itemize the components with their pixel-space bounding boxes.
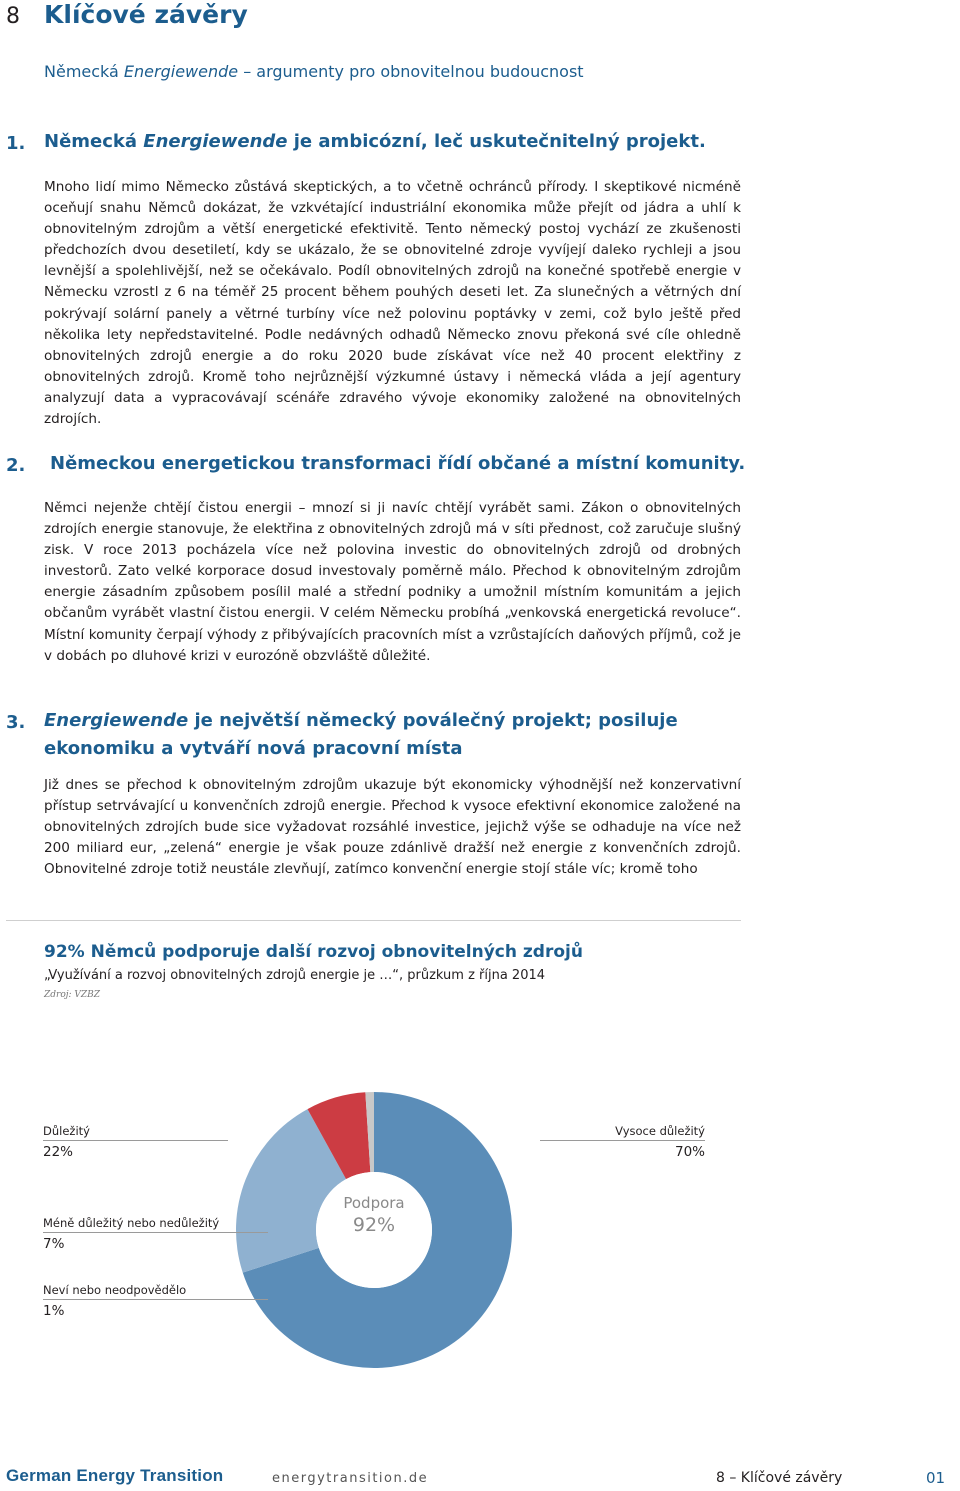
brand-logo: German Energy Transition: [6, 1466, 224, 1485]
subtitle-post: – argumenty pro obnovitelnou budoucnost: [238, 62, 584, 81]
footer-sheet-number: 01: [926, 1469, 946, 1487]
section-2-heading: Německou energetickou transformaci řídí občané a místní komunity.: [50, 453, 746, 474]
page-title: Klíčové závěry: [44, 0, 248, 29]
label-mene-dulezity: [43, 1216, 273, 1252]
slice-label: Méně důležitý nebo nedůležitý: [43, 1216, 268, 1233]
label-nevi: [43, 1283, 273, 1319]
chart-subtitle: „Využívání a rozvoj obnovitelných zdrojů energie je …“, průzkum z října 2014: [44, 968, 546, 983]
slice-value: 70%: [674, 1144, 705, 1160]
footer-url[interactable]: energytransition.de: [272, 1471, 429, 1486]
slice-label: Důležitý: [43, 1124, 228, 1141]
center-label-value: 92%: [352, 1214, 396, 1236]
section-3-number: 3.: [6, 712, 26, 733]
page-number: 8: [6, 4, 20, 29]
section-2-body: Němci nejenže chtějí čistou energii – mnozí si ji navíc chtějí vyrábět sami. Zákon o obnovitelných zdrojích energie stanovuje, že elektřina z obnovitelných zdrojů má v síti přednost, což zaručuje slušný zisk. V roce 2013 pocházela více než polovina investic do obnovitelných zdrojů od drobných investorů. Zato velké korporace dosud investovaly poměrně málo. Přechod k obnovitelným zdrojům energie zásadním způsobem posílil malé a střední podniky a umožnil místním komunitám a jejich občanům vyrábět vlastní čistou energii. V celém Německu probíhá „venkovská energetická revoluce“. Místní komunity čerpají výhody z přibývajících pracovních míst a vzrůstajících daňových příjmů, což je v dobách po dluhové krizi v eurozóně obzvláště důležité.: [44, 500, 741, 664]
section-2-number: 2.: [6, 455, 26, 476]
section-3-body: Již dnes se přechod k obnovitelným zdrojům ukazuje být ekonomicky výhodnější než konzervativní přístup setrvávající u konvenčních zdrojů energie. Přechod k vysoce efektivní ekonomice založené na obnovitelných zdrojích bude sice vyžadovat rozsáhlé investice, jejichž výše se odhaduje na více než 200 miliard eur, „zelená“ energie je však pouze zdánlivě dražší než energie z konvenčních zdrojů. Obnovitelné zdroje totiž neustále zlevňují, zatímco konvenční energie stojí stále víc; kromě toho: [44, 777, 741, 878]
section-3-heading: Energiewende je největší německý poválečný projekt; posiluje ekonomiku a vytváří nová pracovní místa: [44, 710, 678, 759]
slice-value: 22%: [43, 1144, 74, 1160]
section-1-heading: Německá Energiewende je ambicózní, leč uskutečnitelný projekt.: [44, 131, 706, 152]
section-1-body: Mnoho lidí mimo Německo zůstává skeptických, a to včetně ochránců přírody. I skeptikové nicméně oceňují snahu Němců dokázat, že vzkvétající industriální ekonomika může přejít od jádra a uhlí k obnovitelným zdrojům a větší energetické efektivitě. Tento německý postoj vychází ze zkušenosti předchozích dvou desetiletí, kdy se ukázalo, že se obnovitelné zdroje vyvíjejí daleko rychleji a jsou levnější a spolehlivější, než se očekávalo. Podíl obnovitelných zdrojů na konečné spotřebě energie v Německu vzrostl z 6 na téměř 25 procent během pouhých deseti let. Za slunečných a větrných dní pokrývají solární panely a větrné turbíny více než polovinu poptávky v zemi, což bylo ještě před několika lety nepředstavitelné. Podle nedávných odhadů Německo znovu překoná své cíle ohledně obnovitelných zdrojů energie a do roku 2020 bude získávat více než 40 procent elektřiny z obnovitelných zdrojů. Kromě toho nejrůznější výzkumné ústavy i německá vláda a její agentury analyzují data a vypracovávají scénáře zdravého vývoje ekonomiky založené na obnovitelných zdrojích.: [44, 179, 741, 428]
footer-page-label: 8 – Klíčové závěry: [716, 1470, 843, 1486]
subtitle-em: Energiewende: [123, 62, 239, 81]
slice-label: Vysoce důležitý: [540, 1124, 705, 1141]
slice-value: 1%: [43, 1303, 65, 1319]
subtitle-pre: Německá: [44, 62, 124, 81]
section-1-number: 1.: [6, 133, 26, 154]
chart-source: Zdroj: VZBZ: [44, 990, 101, 1000]
pie-center-label: [314, 1194, 434, 1236]
slice-value: 7%: [43, 1236, 65, 1252]
label-dulezity: [43, 1124, 233, 1160]
center-label-text: Podpora: [343, 1194, 405, 1212]
slice-label: Neví nebo neodpovědělo: [43, 1283, 268, 1300]
label-vysoce-dulezity: [540, 1124, 705, 1160]
chart-title: 92% Němců podporuje další rozvoj obnovitelných zdrojů: [44, 942, 583, 962]
